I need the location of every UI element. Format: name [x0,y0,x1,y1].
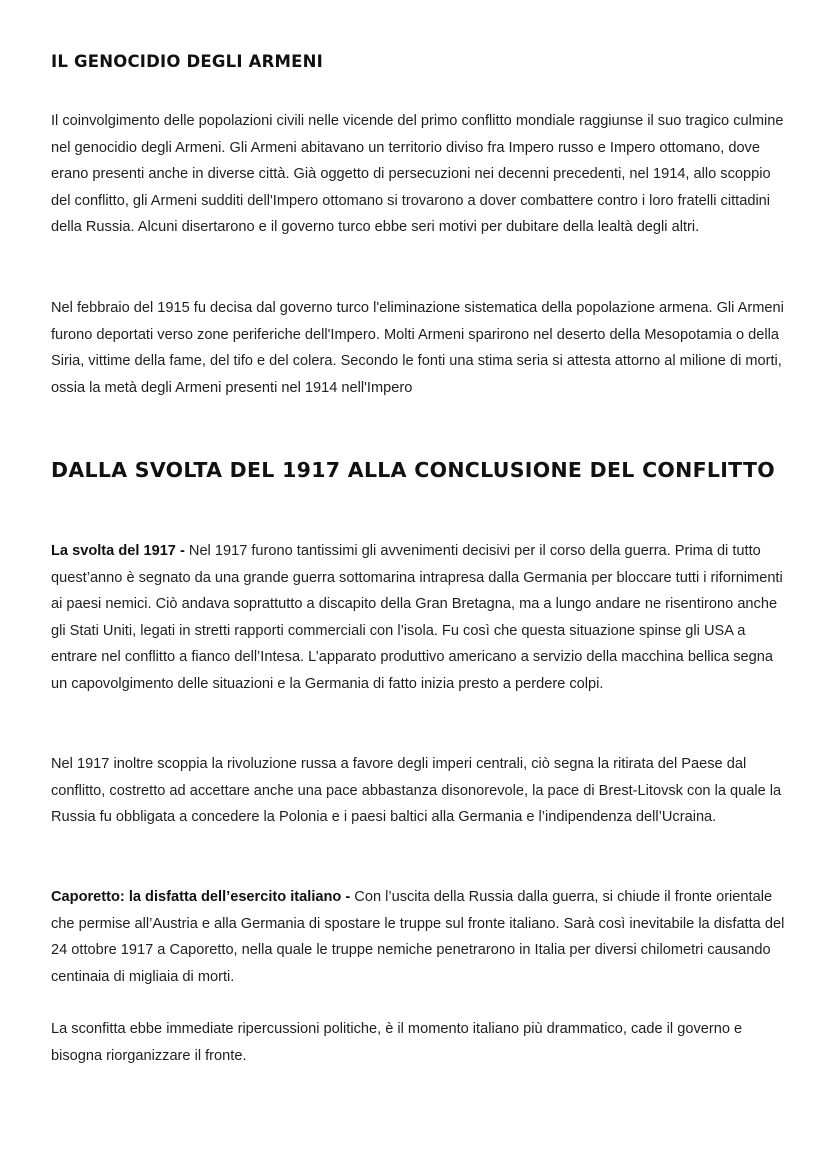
paragraph-genocidio-1: Il coinvolgimento delle popolazioni civili nelle vicende del primo conflitto mondiale raggiunse il suo tragico culmine nel genocidio degli Armeni. Gli Armeni abitavano un territorio diviso fra Impero russo e Impero ottomano, dove erano presenti anche in diverse città. Già oggetto di persecuzioni nei decenni precedenti, nel 1914, allo scoppio del conflitto, gli Armeni sudditi dell'Impero ottomano si trovarono a dover combattere contro i loro fratelli cittadini della Russia. Alcuni disertarono e il governo turco ebbe seri motivi per dubitare della lealtà degli altri. [51,113,784,236]
lead-svolta-1917: La svolta del 1917 - [51,543,185,559]
paragraph-svolta-1 [51,538,786,698]
section-title-genocidio: IL GENOCIDIO DEGLI ARMENI [51,52,323,71]
paragraph-sconfitta: La sconfitta ebbe immediate ripercussioni politiche, è il momento italiano più drammatico, cade il governo e bisogna riorganizzare il fronte. [51,1021,743,1064]
paragraph-genocidio-2: Nel febbraio del 1915 fu decisa dal governo turco l'eliminazione sistematica della popolazione armena. Gli Armeni furono deportati verso zone periferiche dell'Impero. Molti Armeni sparirono nel deserto della Mesopotamia o della Siria, vittime della fame, del tifo e del colera. Secondo le fonti una stima seria si attesta attorno al milione di morti, ossia la metà degli Armeni presenti nel 1914 nell'Impero [51,300,784,396]
lead-caporetto: Caporetto: la disfatta dell’esercito italiano - [51,889,351,905]
paragraph-rivoluzione-russa: Nel 1917 inoltre scoppia la rivoluzione russa a favore degli imperi centrali, ciò segna la ritirata del Paese dal conflitto, costretto ad accettare anche una pace abbastanza disonorevole, la pace di Brest-Litovsk con la quale la Russia fu obbligata a concedere la Polonia e i paesi baltici alla Germania e l’indipendenza dell’Ucraina. [51,756,782,826]
section-title-svolta: DALLA SVOLTA DEL 1917 ALLA CONCLUSIONE DEL CONFLITTO [51,458,775,482]
paragraph-caporetto [51,884,786,990]
paragraph-svolta-1-text: Nel 1917 furono tantissimi gli avvenimenti decisivi per il corso della guerra. Prima di tutto quest’anno è segnato da una grande guerra sottomarina intrapresa dalla Germania per bloccare tutti i rifornimenti ai paesi nemici. Ciò andava soprattutto a discapito della Gran Bretagna, ma a lungo andare ne risentirono anche gli Stati Uniti, legati in stretti rapporti commerciali con l’isola. Fu così che questa situazione spinse gli USA a entrare nel conflitto a fianco dell’Intesa. L’apparato produttivo americano a servizio della macchina bellica segna un capovolgimento delle situazioni e la Germania di fatto inizia presto a perdere colpi. [51,543,783,692]
paragraph-caporetto-text: Con l’uscita della Russia dalla guerra, si chiude il fronte orientale che permise all’Austria e alla Germania di spostare le truppe sul fronte italiano. Sarà così inevitabile la disfatta del 24 ottobre 1917 a Caporetto, nella quale le truppe nemiche penetrarono in Italia per diversi chilometri causando centinaia di migliaia di morti. [51,889,785,985]
